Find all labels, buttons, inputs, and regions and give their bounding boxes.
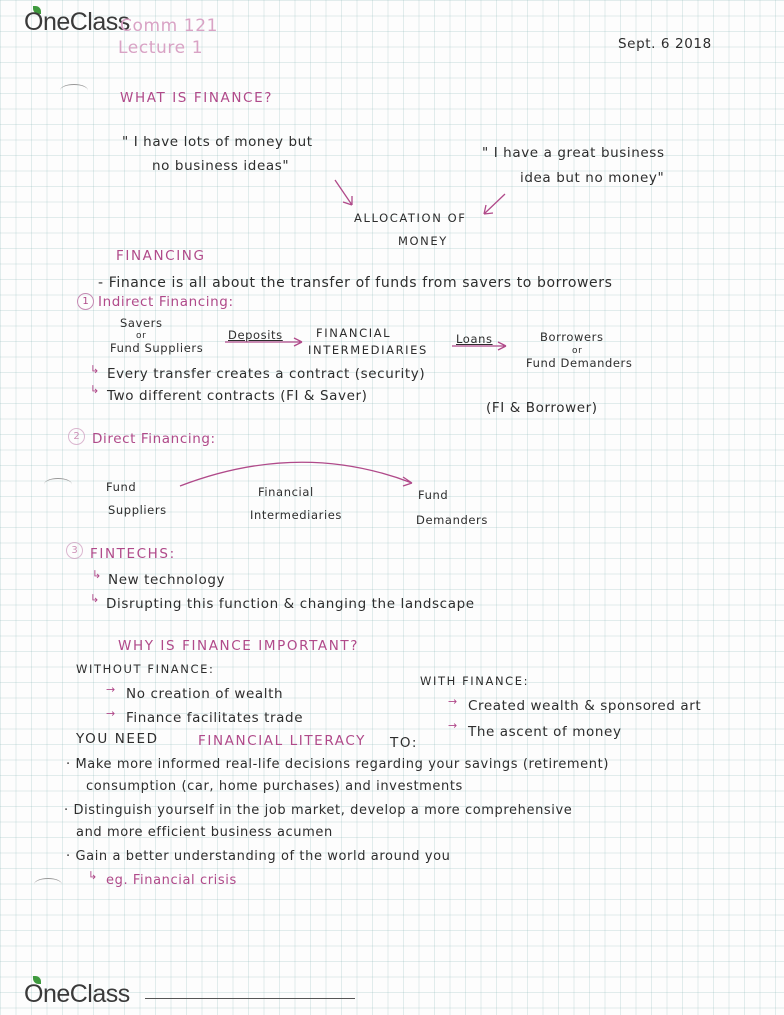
- direct-financing-arc: [180, 462, 412, 486]
- quote-2-line-1: " I have a great business: [482, 145, 665, 161]
- borrowers-label: Borrowers: [540, 330, 604, 344]
- indirect-bullet-2: Two different contracts (FI & Saver): [107, 388, 368, 404]
- literacy-title-suffix: TO:: [390, 735, 418, 751]
- with-2: The ascent of money: [468, 724, 622, 740]
- direct-demanders: Demanders: [416, 513, 488, 527]
- fund-demanders-label: Fund Demanders: [526, 356, 633, 370]
- fintechs-bullet-2: Disrupting this function & changing the landscape: [106, 596, 475, 612]
- indirect-bullet-2b: (FI & Borrower): [486, 400, 598, 416]
- section-title-why-important: WHY IS FINANCE IMPORTANT?: [118, 638, 360, 654]
- allocation-line-2: MONEY: [398, 234, 448, 248]
- deposits-label: Deposits: [228, 328, 283, 342]
- number-circle: 1: [77, 293, 94, 310]
- quote-1-line-1: " I have lots of money but: [122, 134, 313, 150]
- literacy-point-2-line-1: · Distinguish yourself in the job market, develop a more comprehensive: [64, 803, 573, 818]
- without-2: Finance facilitates trade: [126, 710, 304, 726]
- savers-label: Savers: [120, 316, 163, 330]
- literacy-point-1-line-2: consumption (car, home purchases) and investments: [86, 779, 463, 794]
- fi-line-1: FINANCIAL: [316, 326, 392, 340]
- fi-line-2: INTERMEDIARIES: [308, 343, 428, 357]
- direct-financing-title: Direct Financing:: [92, 431, 216, 447]
- fintechs-title: FINTECHS:: [90, 546, 176, 562]
- literacy-point-3-line-1: · Gain a better understanding of the world around you: [66, 849, 451, 864]
- arrow-bullet-icon: ↳: [90, 383, 100, 396]
- direct-intermediaries: Intermediaries: [250, 508, 342, 522]
- literacy-point-1-line-1: · Make more informed real-life decisions regarding your savings (retirement): [66, 757, 609, 772]
- without-finance-title: WITHOUT FINANCE:: [76, 662, 215, 676]
- direct-fund-2: Fund: [418, 488, 449, 502]
- finance-definition: - Finance is all about the transfer of funds from savers to borrowers: [98, 275, 613, 291]
- or-label: or: [136, 331, 147, 341]
- number-circle: 3: [66, 542, 83, 559]
- lecture-label: Lecture 1: [118, 38, 204, 58]
- direct-fund: Fund: [106, 480, 137, 494]
- or-label-2: or: [572, 346, 583, 356]
- oneclass-logo-bottom: OneClass: [24, 980, 130, 1008]
- arrow-bullet-icon: ↳: [92, 568, 102, 581]
- with-finance-title: WITH FINANCE:: [420, 674, 530, 688]
- arrow-bullet-icon: ↳: [90, 363, 100, 376]
- deposits-arrow: [225, 338, 302, 346]
- course-code: Comm 121: [120, 16, 219, 36]
- direct-suppliers: Suppliers: [108, 503, 167, 517]
- allocation-line-1: ALLOCATION OF: [354, 211, 467, 225]
- literacy-point-3-line-2: eg. Financial crisis: [106, 873, 237, 888]
- section-title-what-is-finance: WHAT IS FINANCE?: [120, 90, 273, 106]
- literacy-point-2-line-2: and more efficient business acumen: [76, 825, 333, 840]
- fintechs-bullet-1: New technology: [108, 572, 226, 588]
- quote-2-arrow: [484, 194, 505, 214]
- arrow-bullet-icon: →: [448, 695, 458, 708]
- number-circle: 2: [68, 428, 85, 445]
- arrow-bullet-icon: →: [448, 719, 458, 732]
- loans-label: Loans: [456, 332, 493, 346]
- loans-arrow: [452, 342, 506, 350]
- arrow-bullet-icon: ↳: [88, 869, 98, 882]
- arrow-bullet-icon: →: [106, 707, 116, 720]
- indirect-bullet-1: Every transfer creates a contract (security): [107, 366, 426, 382]
- with-1: Created wealth & sponsored art: [468, 698, 702, 714]
- quote-1-line-2: no business ideas": [152, 158, 290, 174]
- fund-suppliers-label: Fund Suppliers: [110, 341, 204, 355]
- arrow-bullet-icon: →: [106, 683, 116, 696]
- indirect-financing-title: Indirect Financing:: [98, 294, 234, 310]
- quote-1-arrow: [335, 180, 352, 205]
- section-title-financing: FINANCING: [116, 248, 206, 264]
- without-1: No creation of wealth: [126, 686, 284, 702]
- date: Sept. 6 2018: [618, 36, 712, 52]
- oneclass-logo-top: OneClass: [24, 8, 130, 36]
- arrow-bullet-icon: ↳: [90, 592, 100, 605]
- literacy-title-prefix: YOU NEED: [76, 731, 159, 747]
- direct-financial: Financial: [258, 485, 314, 499]
- quote-2-line-2: idea but no money": [520, 170, 665, 186]
- literacy-title-highlight: FINANCIAL LITERACY: [198, 733, 366, 749]
